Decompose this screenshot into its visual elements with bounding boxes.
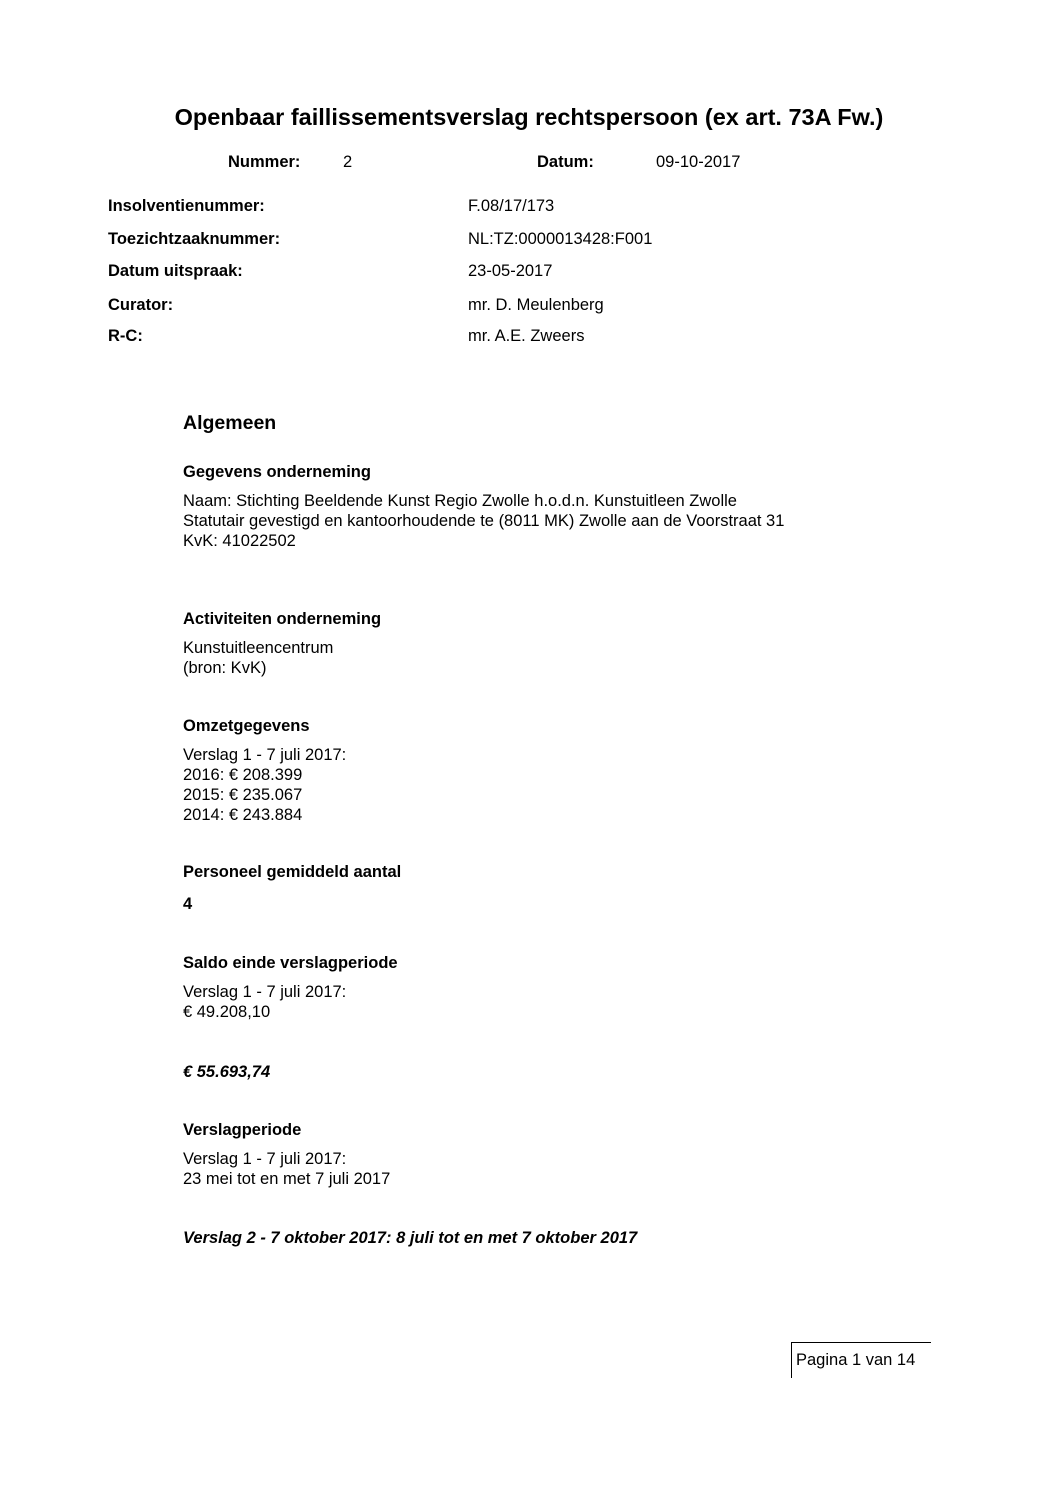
activiteiten-line: Kunstuitleencentrum	[183, 639, 334, 657]
verslagperiode-line: Verslag 1 - 7 juli 2017:	[183, 1150, 347, 1168]
omzet-line: 2016: € 208.399	[183, 766, 303, 784]
heading-verslagperiode: Verslagperiode	[183, 1121, 302, 1139]
datum-label: Datum:	[537, 153, 594, 171]
gegevens-line-naam: Naam: Stichting Beeldende Kunst Regio Zwolle h.o.d.n. Kunstuitleen Zwolle	[183, 492, 737, 510]
rc-value: mr. A.E. Zweers	[468, 327, 585, 345]
heading-activiteiten-onderneming: Activiteiten onderneming	[183, 610, 382, 628]
gegevens-line-adres: Statutair gevestigd en kantoorhoudende te (8011 MK) Zwolle aan de Voorstraat 31	[183, 512, 785, 530]
curator-value: mr. D. Meulenberg	[468, 296, 604, 314]
gegevens-line-kvk: KvK: 41022502	[183, 532, 296, 550]
toezichtzaaknummer-label: Toezichtzaaknummer:	[108, 230, 281, 248]
omzet-line: 2015: € 235.067	[183, 786, 303, 804]
saldo-line: Verslag 1 - 7 juli 2017:	[183, 983, 347, 1001]
datum-uitspraak-label: Datum uitspraak:	[108, 262, 243, 280]
page-number-box	[791, 1342, 931, 1378]
nummer-label: Nummer:	[228, 153, 301, 171]
report-title: Openbaar faillissementsverslag rechtspersoon (ex art. 73A Fw.)	[174, 104, 884, 130]
omzet-line: 2014: € 243.884	[183, 806, 303, 824]
toezichtzaaknummer-value: NL:TZ:0000013428:F001	[468, 230, 653, 248]
heading-gegevens-onderneming: Gegevens onderneming	[183, 463, 371, 481]
rc-label: R-C:	[108, 327, 143, 345]
saldo-current: € 55.693,74	[183, 1063, 271, 1081]
datum-value: 09-10-2017	[656, 153, 741, 171]
heading-omzetgegevens: Omzetgegevens	[183, 717, 310, 735]
datum-uitspraak-value: 23-05-2017	[468, 262, 553, 280]
personeel-value: 4	[183, 895, 193, 913]
insolventienummer-value: F.08/17/173	[468, 197, 555, 215]
page-number-label: Pagina 1 van 14	[796, 1351, 916, 1369]
nummer-value: 2	[343, 153, 353, 171]
section-heading-algemeen: Algemeen	[183, 412, 277, 434]
curator-label: Curator:	[108, 296, 174, 314]
activiteiten-bron: (bron: KvK)	[183, 659, 267, 677]
heading-personeel: Personeel gemiddeld aantal	[183, 863, 402, 881]
saldo-line: € 49.208,10	[183, 1003, 271, 1021]
verslagperiode-current: Verslag 2 - 7 oktober 2017: 8 juli tot en met 7 oktober 2017	[183, 1229, 638, 1247]
verslagperiode-line: 23 mei tot en met 7 juli 2017	[183, 1170, 391, 1188]
insolventienummer-label: Insolventienummer:	[108, 197, 265, 215]
heading-saldo: Saldo einde verslagperiode	[183, 954, 398, 972]
omzet-line: Verslag 1 - 7 juli 2017:	[183, 746, 347, 764]
